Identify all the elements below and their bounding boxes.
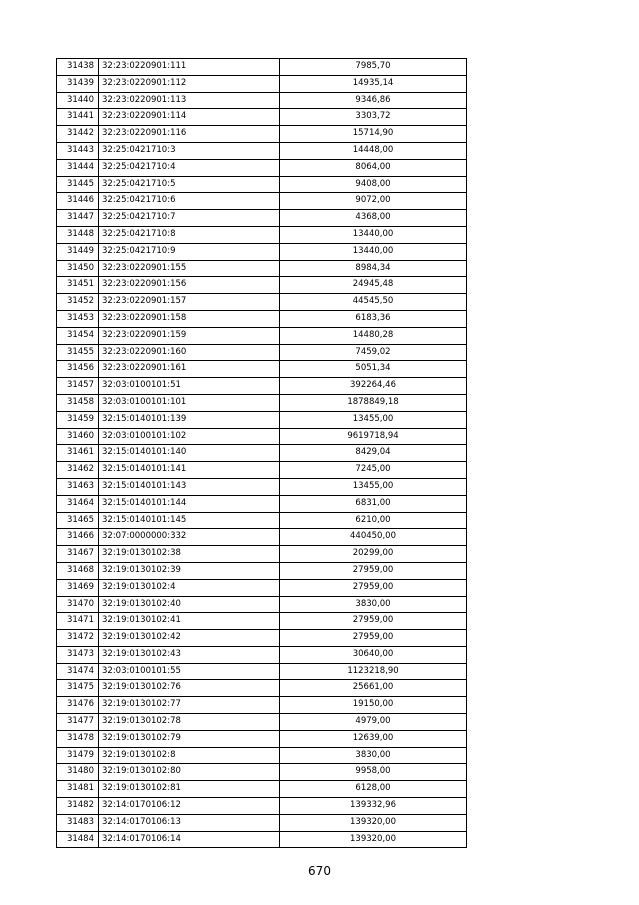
- cadastral-number-cell: 32:14:0170106:14: [99, 831, 280, 848]
- table-row: [57, 210, 467, 227]
- cadastral-value-cell: 25661,00: [280, 680, 467, 697]
- cadastral-number-cell: 32:15:0140101:143: [99, 478, 280, 495]
- row-number-cell: 31483: [57, 814, 99, 831]
- table-row: [57, 562, 467, 579]
- cadastral-number-cell: 32:25:0421710:8: [99, 226, 280, 243]
- cadastral-number-cell: 32:19:0130102:43: [99, 646, 280, 663]
- row-number-cell: 31482: [57, 798, 99, 815]
- cadastral-number-cell: 32:15:0140101:141: [99, 462, 280, 479]
- row-number-cell: 31465: [57, 512, 99, 529]
- row-number-cell: 31474: [57, 663, 99, 680]
- cadastral-number-cell: 32:19:0130102:40: [99, 596, 280, 613]
- table-row: [57, 109, 467, 126]
- cadastral-number-cell: 32:19:0130102:42: [99, 630, 280, 647]
- table-row: [57, 344, 467, 361]
- row-number-cell: 31447: [57, 210, 99, 227]
- table-row: [57, 495, 467, 512]
- row-number-cell: 31467: [57, 546, 99, 563]
- cadastral-number-cell: 32:19:0130102:77: [99, 697, 280, 714]
- cadastral-number-cell: 32:19:0130102:38: [99, 546, 280, 563]
- cadastral-number-cell: 32:23:0220901:114: [99, 109, 280, 126]
- row-number-cell: 31454: [57, 327, 99, 344]
- cadastral-number-cell: 32:07:0000000:332: [99, 529, 280, 546]
- cadastral-number-cell: 32:14:0170106:13: [99, 814, 280, 831]
- table-row: [57, 411, 467, 428]
- cadastral-value-cell: 27959,00: [280, 562, 467, 579]
- cadastral-value-cell: 14935,14: [280, 75, 467, 92]
- row-number-cell: 31450: [57, 260, 99, 277]
- cadastral-number-cell: 32:03:0100101:55: [99, 663, 280, 680]
- row-number-cell: 31441: [57, 109, 99, 126]
- table-row: [57, 781, 467, 798]
- cadastral-value-cell: 4979,00: [280, 714, 467, 731]
- cadastral-value-cell: 6128,00: [280, 781, 467, 798]
- cadastral-value-cell: 13455,00: [280, 411, 467, 428]
- row-number-cell: 31444: [57, 159, 99, 176]
- row-number-cell: 31438: [57, 59, 99, 76]
- row-number-cell: 31471: [57, 613, 99, 630]
- cadastral-value-cell: 139320,00: [280, 831, 467, 848]
- cadastral-number-cell: 32:19:0130102:81: [99, 781, 280, 798]
- cadastral-number-cell: 32:19:0130102:76: [99, 680, 280, 697]
- row-number-cell: 31468: [57, 562, 99, 579]
- row-number-cell: 31466: [57, 529, 99, 546]
- row-number-cell: 31449: [57, 243, 99, 260]
- table-row: [57, 814, 467, 831]
- cadastral-value-cell: 5051,34: [280, 361, 467, 378]
- cadastral-number-cell: 32:15:0140101:145: [99, 512, 280, 529]
- row-number-cell: 31460: [57, 428, 99, 445]
- cadastral-value-cell: 6831,00: [280, 495, 467, 512]
- row-number-cell: 31439: [57, 75, 99, 92]
- cadastral-number-cell: 32:25:0421710:6: [99, 193, 280, 210]
- table-row: [57, 75, 467, 92]
- row-number-cell: 31451: [57, 277, 99, 294]
- cadastral-value-cell: 27959,00: [280, 579, 467, 596]
- table-row: [57, 630, 467, 647]
- cadastral-value-cell: 30640,00: [280, 646, 467, 663]
- table-row: [57, 478, 467, 495]
- row-number-cell: 31476: [57, 697, 99, 714]
- cadastral-value-cell: 139332,96: [280, 798, 467, 815]
- cadastral-number-cell: 32:19:0130102:78: [99, 714, 280, 731]
- table-row: [57, 159, 467, 176]
- table-row: [57, 730, 467, 747]
- row-number-cell: 31446: [57, 193, 99, 210]
- cadastral-value-cell: 139320,00: [280, 814, 467, 831]
- cadastral-value-cell: 9072,00: [280, 193, 467, 210]
- cadastral-value-cell: 44545,50: [280, 294, 467, 311]
- table-row: [57, 798, 467, 815]
- cadastral-number-cell: 32:19:0130102:4: [99, 579, 280, 596]
- table-row: [57, 142, 467, 159]
- cadastral-number-cell: 32:23:0220901:157: [99, 294, 280, 311]
- cadastral-value-cell: 8064,00: [280, 159, 467, 176]
- cadastral-number-cell: 32:19:0130102:79: [99, 730, 280, 747]
- row-number-cell: 31475: [57, 680, 99, 697]
- row-number-cell: 31459: [57, 411, 99, 428]
- table-row: [57, 310, 467, 327]
- cadastral-number-cell: 32:15:0140101:144: [99, 495, 280, 512]
- row-number-cell: 31440: [57, 92, 99, 109]
- table-row: [57, 579, 467, 596]
- table-row: [57, 529, 467, 546]
- cadastral-value-cell: 9958,00: [280, 764, 467, 781]
- row-number-cell: 31478: [57, 730, 99, 747]
- table-row: [57, 361, 467, 378]
- cadastral-value-cell: 7459,02: [280, 344, 467, 361]
- cadastral-value-cell: 9619718,94: [280, 428, 467, 445]
- row-number-cell: 31479: [57, 747, 99, 764]
- row-number-cell: 31461: [57, 445, 99, 462]
- table-row: [57, 294, 467, 311]
- row-number-cell: 31472: [57, 630, 99, 647]
- cadastral-number-cell: 32:23:0220901:113: [99, 92, 280, 109]
- cadastral-value-cell: 14480,28: [280, 327, 467, 344]
- cadastral-value-cell: 9408,00: [280, 176, 467, 193]
- cadastral-value-cell: 1878849,18: [280, 394, 467, 411]
- cadastral-value-cell: 3830,00: [280, 596, 467, 613]
- row-number-cell: 31457: [57, 378, 99, 395]
- cadastral-number-cell: 32:25:0421710:7: [99, 210, 280, 227]
- cadastral-number-cell: 32:19:0130102:8: [99, 747, 280, 764]
- cadastral-number-cell: 32:03:0100101:102: [99, 428, 280, 445]
- cadastral-number-cell: 32:15:0140101:139: [99, 411, 280, 428]
- row-number-cell: 31463: [57, 478, 99, 495]
- cadastral-number-cell: 32:23:0220901:159: [99, 327, 280, 344]
- row-number-cell: 31448: [57, 226, 99, 243]
- row-number-cell: 31484: [57, 831, 99, 848]
- table-row: [57, 327, 467, 344]
- cadastral-value-table: [56, 58, 467, 848]
- table-row: [57, 613, 467, 630]
- table-row: [57, 92, 467, 109]
- table-row: [57, 126, 467, 143]
- row-number-cell: 31480: [57, 764, 99, 781]
- cadastral-number-cell: 32:23:0220901:160: [99, 344, 280, 361]
- cadastral-value-cell: 13440,00: [280, 243, 467, 260]
- cadastral-value-cell: 4368,00: [280, 210, 467, 227]
- cadastral-value-cell: 6210,00: [280, 512, 467, 529]
- table-row: [57, 680, 467, 697]
- cadastral-value-cell: 12639,00: [280, 730, 467, 747]
- row-number-cell: 31477: [57, 714, 99, 731]
- table-row: [57, 378, 467, 395]
- table-row: [57, 243, 467, 260]
- row-number-cell: 31452: [57, 294, 99, 311]
- table-row: [57, 176, 467, 193]
- table-row: [57, 394, 467, 411]
- table-row: [57, 714, 467, 731]
- row-number-cell: 31443: [57, 142, 99, 159]
- cadastral-value-cell: 19150,00: [280, 697, 467, 714]
- cadastral-number-cell: 32:03:0100101:51: [99, 378, 280, 395]
- cadastral-value-cell: 1123218,90: [280, 663, 467, 680]
- cadastral-value-cell: 27959,00: [280, 630, 467, 647]
- cadastral-value-cell: 13440,00: [280, 226, 467, 243]
- table-row: [57, 512, 467, 529]
- cadastral-number-cell: 32:23:0220901:116: [99, 126, 280, 143]
- cadastral-number-cell: 32:25:0421710:4: [99, 159, 280, 176]
- cadastral-number-cell: 32:23:0220901:111: [99, 59, 280, 76]
- cadastral-value-cell: 6183,36: [280, 310, 467, 327]
- row-number-cell: 31455: [57, 344, 99, 361]
- cadastral-number-cell: 32:19:0130102:80: [99, 764, 280, 781]
- table-row: [57, 428, 467, 445]
- cadastral-value-cell: 14448,00: [280, 142, 467, 159]
- table-row: [57, 697, 467, 714]
- cadastral-number-cell: 32:23:0220901:161: [99, 361, 280, 378]
- table-row: [57, 226, 467, 243]
- table-row: [57, 646, 467, 663]
- cadastral-number-cell: 32:23:0220901:158: [99, 310, 280, 327]
- cadastral-number-cell: 32:14:0170106:12: [99, 798, 280, 815]
- row-number-cell: 31464: [57, 495, 99, 512]
- cadastral-number-cell: 32:23:0220901:155: [99, 260, 280, 277]
- row-number-cell: 31458: [57, 394, 99, 411]
- row-number-cell: 31456: [57, 361, 99, 378]
- table-row: [57, 445, 467, 462]
- cadastral-value-cell: 440450,00: [280, 529, 467, 546]
- cadastral-number-cell: 32:23:0220901:156: [99, 277, 280, 294]
- table-row: [57, 596, 467, 613]
- cadastral-number-cell: 32:19:0130102:39: [99, 562, 280, 579]
- table-row: [57, 747, 467, 764]
- table-row: [57, 546, 467, 563]
- cadastral-value-cell: 7245,00: [280, 462, 467, 479]
- row-number-cell: 31445: [57, 176, 99, 193]
- cadastral-value-cell: 20299,00: [280, 546, 467, 563]
- table-row: [57, 193, 467, 210]
- table-row: [57, 59, 467, 76]
- table-row: [57, 462, 467, 479]
- cadastral-number-cell: 32:03:0100101:101: [99, 394, 280, 411]
- cadastral-number-cell: 32:25:0421710:3: [99, 142, 280, 159]
- row-number-cell: 31473: [57, 646, 99, 663]
- cadastral-number-cell: 32:19:0130102:41: [99, 613, 280, 630]
- cadastral-number-cell: 32:25:0421710:5: [99, 176, 280, 193]
- cadastral-value-cell: 27959,00: [280, 613, 467, 630]
- row-number-cell: 31453: [57, 310, 99, 327]
- cadastral-number-cell: 32:15:0140101:140: [99, 445, 280, 462]
- table-row: [57, 663, 467, 680]
- cadastral-value-cell: 3303,72: [280, 109, 467, 126]
- cadastral-value-cell: 392264,46: [280, 378, 467, 395]
- cadastral-value-cell: 13455,00: [280, 478, 467, 495]
- row-number-cell: 31462: [57, 462, 99, 479]
- cadastral-value-cell: 15714,90: [280, 126, 467, 143]
- row-number-cell: 31442: [57, 126, 99, 143]
- cadastral-value-cell: 8429,04: [280, 445, 467, 462]
- table-row: [57, 831, 467, 848]
- row-number-cell: 31481: [57, 781, 99, 798]
- table-body: [57, 59, 467, 848]
- cadastral-value-cell: 9346,86: [280, 92, 467, 109]
- table-row: [57, 277, 467, 294]
- row-number-cell: 31469: [57, 579, 99, 596]
- page-number: 670: [308, 864, 331, 878]
- cadastral-number-cell: 32:23:0220901:112: [99, 75, 280, 92]
- cadastral-value-cell: 8984,34: [280, 260, 467, 277]
- cadastral-value-cell: 7985,70: [280, 59, 467, 76]
- table-row: [57, 764, 467, 781]
- row-number-cell: 31470: [57, 596, 99, 613]
- table-row: [57, 260, 467, 277]
- cadastral-value-cell: 24945,48: [280, 277, 467, 294]
- cadastral-number-cell: 32:25:0421710:9: [99, 243, 280, 260]
- cadastral-value-cell: 3830,00: [280, 747, 467, 764]
